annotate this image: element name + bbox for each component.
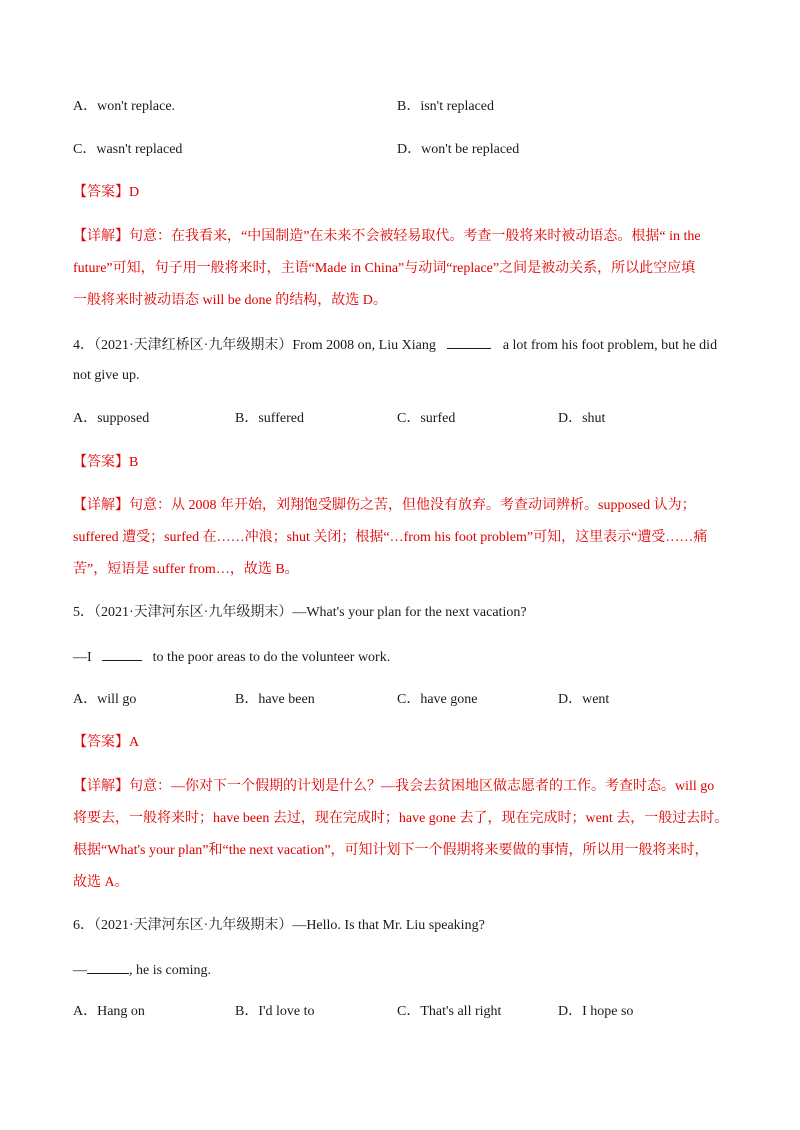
- q6-answer-blank: [87, 959, 129, 974]
- q5-stem: 5．（2021·天津河东区·九年级期末）—What's your plan for the next vacation?: [73, 605, 527, 620]
- q4-stem-text: 4．（2021·天津红桥区·九年级期末）From 2008 on, Liu Xiang: [73, 338, 436, 353]
- q4-stem-text-continued: a lot from his foot problem, but he did: [502, 338, 718, 353]
- q5-answer-blank: [102, 646, 142, 661]
- q3-answer: 【答案】D: [73, 185, 140, 200]
- q5-explain-line-2: 将要去，一般将来时；have been 去过，现在完成时；have gone 去了，现在完成时；went 去，一般过去时。: [73, 811, 729, 826]
- q6-option-a: A．Hang on: [73, 1004, 145, 1019]
- q5-answer: 【答案】A: [73, 735, 140, 750]
- q3-option-b: B．isn't replaced: [397, 99, 494, 114]
- q3-option-c: C．wasn't replaced: [73, 142, 183, 157]
- q5-explain-line-3: 根据“What's your plan”和“the next vacation”，可知计划下一个假期将来要做的事情，所以用一般将来时，: [73, 843, 709, 858]
- q6-option-b: B．I'd love to: [235, 1004, 315, 1019]
- q4-explain-line-2: suffered 遭受；surfed 在……冲浪；shut 关闭；根据“…from his foot problem”可知，这里表示“遭受……痛: [73, 530, 708, 545]
- q3-explain-line-2: future”可知，句子用一般将来时，主语“Made in China”与动词“replace”之间是被动关系，所以此空应填: [73, 261, 696, 276]
- q6-stem-line-2: [73, 959, 211, 981]
- q4-answer: 【答案】B: [73, 455, 139, 470]
- q5-stem-line-2: [73, 646, 390, 668]
- q5-option-b: B．have been: [235, 692, 315, 707]
- q4-answer-blank: [447, 334, 491, 349]
- q5-explain-line-4: 故选 A。: [73, 875, 129, 890]
- q4-option-a: A．supposed: [73, 411, 150, 426]
- q4-option-c: C．surfed: [397, 411, 456, 426]
- q5-reply-text: —I: [73, 650, 92, 665]
- q5-option-a: A．will go: [73, 692, 137, 707]
- q3-explain-line-1: 【详解】句意：在我看来，“中国制造”在未来不会被轻易取代。考查一般将来时被动语态。根据“ in the: [73, 229, 701, 244]
- q4-explain-line-3: 苦”，短语是 suffer from…，故选 B。: [73, 562, 299, 577]
- q3-option-d: D．won't be replaced: [397, 142, 520, 157]
- q6-reply-text-continued: , he is coming.: [129, 963, 212, 978]
- q6-option-c: C．That's all right: [397, 1004, 502, 1019]
- q6-reply-text: —: [73, 963, 87, 978]
- q4-option-d: D．shut: [558, 411, 606, 426]
- q6-stem: 6．（2021·天津河东区·九年级期末）—Hello. Is that Mr. Liu speaking?: [73, 918, 485, 933]
- q5-explain-line-1: 【详解】句意：—你对下一个假期的计划是什么？—我会去贫困地区做志愿者的工作。考查时态。will go: [73, 779, 715, 794]
- q5-reply-text-continued: to the poor areas to do the volunteer work.: [152, 650, 391, 665]
- q5-option-d: D．went: [558, 692, 610, 707]
- q5-option-c: C．have gone: [397, 692, 478, 707]
- q4-option-b: B．suffered: [235, 411, 304, 426]
- q3-explain-line-3: 一般将来时被动语态 will be done 的结构，故选 D。: [73, 293, 387, 308]
- q4-stem-line-1: [73, 334, 717, 356]
- q4-explain-line-1: 【详解】句意：从 2008 年开始，刘翔饱受脚伤之苦，但他没有放弃。考查动词辨析。supposed 认为；: [73, 498, 696, 513]
- q3-option-a: A．won't replace.: [73, 99, 176, 114]
- q6-option-d: D．I hope so: [558, 1004, 634, 1019]
- q4-stem-line-2: not give up.: [73, 368, 140, 383]
